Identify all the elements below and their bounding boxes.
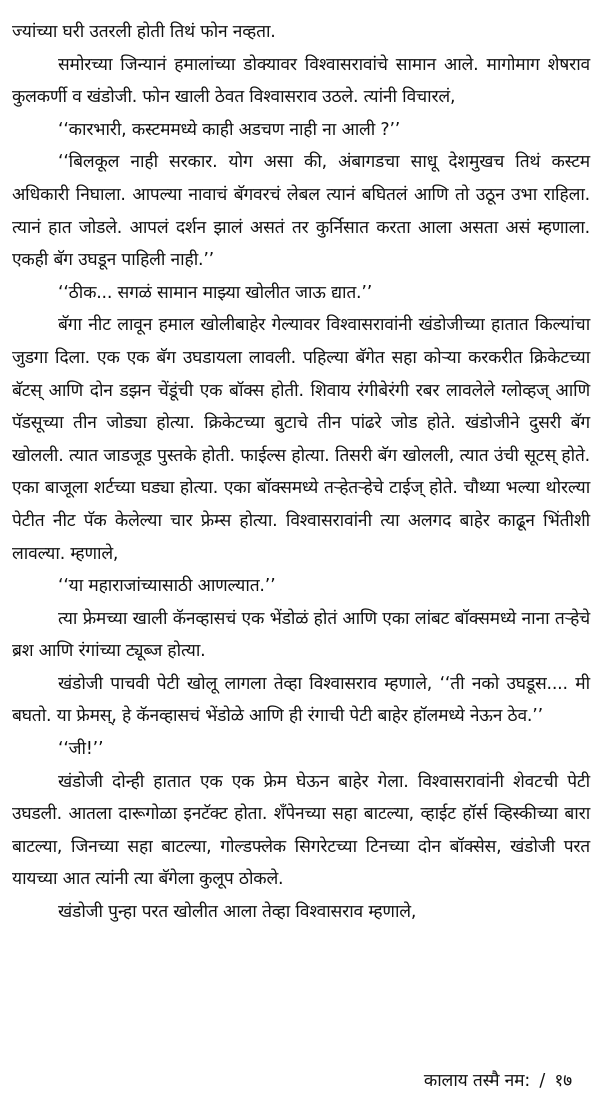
page-footer [424, 1068, 572, 1092]
paragraph-6: बॅगा नीट लावून हमाल खोलीबाहेर गेल्यावर विश्वासरावांनी खंडोजीच्या हातात किल्यांचा जुडगा दिला. एक एक बॅग उघडायला लावली. पहिल्या बॅगेत सहा कोऱ्या करकरीत क्रिकेटच्या बॅटस् आणि दोन डझन चेंडूंची एक बॉक्स होती. शिवाय रंगीबेरंगी रबर लावलेले ग्लोव्हज् आणि पॅडसूच्या तीन जोड्या होत्या. क्रिकेटच्या बुटाचे तीन पांढरे जोड होते. खंडोजीने दुसरी बॅग खोलली. त्यात जाडजूड पुस्तके होती. फाईल्स होत्या. तिसरी बॅग खोलली, त्यात उंची सूटस् होते. एका बाजूला शर्टच्या घड्या होत्या. एका बॉक्समध्ये तऱ्हेतऱ्हेचे टाईज् होते. चौथ्या भल्या थोरल्या पेटीत नीट पॅक केलेल्या चार फ्रेम्स होत्या. विश्वासरावांनी त्या अलगद बाहेर काढून भिंतीशी लावल्या. म्हणाले, [12, 315, 590, 564]
paragraph-5: ‘‘ठीक... सगळं सामान माझ्या खोलीत जाऊ द्यात.’’ [58, 282, 373, 303]
paragraph-3: ‘‘कारभारी, कस्टममध्ये काही अडचण नाही ना आली ?’’ [58, 119, 401, 140]
paragraph-10: ‘‘जी!’’ [58, 739, 104, 760]
footer-separator: / [539, 1071, 545, 1091]
page-number: १७ [554, 1071, 572, 1091]
paragraph-8: त्या फ्रेमच्या खाली कॅनव्हासचं एक भेंडोळं होतं आणि एका लांबट बॉक्समध्ये नाना तऱ्हेचे ब्रश आणि रंगांच्या ट्यूब्ज होत्या. [12, 608, 590, 662]
paragraph-1: ज्यांच्या घरी उतरली होती तिथं फोन नव्हता. [12, 22, 276, 42]
paragraph-4: ‘‘बिलकूल नाही सरकार. योग असा की, अंबागडचा साधू देशमुखच तिथं कस्टम अधिकारी निघाला. आपल्या नावाचं बॅगवरचं लेबल त्यानं बघितलं आणि तो उठून उभा राहिला. त्यानं हात जोडले. आपलं दर्शन झालं असतं तर कुर्निसात करता आला असता असं म्हणाला. एकही बॅग उघडून पाहिली नाही.’’ [12, 152, 590, 271]
paragraph-7: ‘‘या महाराजांच्यासाठी आणल्यात.’’ [58, 576, 276, 597]
footer-book-title: कालाय तस्मै नम: [423, 1071, 530, 1091]
paragraph-9: खंडोजी पाचवी पेटी खोलू लागला तेव्हा विश्वासराव म्हणाले, ‘‘ती नको उघडूस.... मी बघतो. या फ्रेमस्, हे कॅनव्हासचं भेंडोळे आणि ही रंगाची पेटी बाहेर हॉलमध्ये नेऊन ठेव.’’ [12, 673, 590, 727]
paragraph-2: समोरच्या जिन्यानं हमालांच्या डोक्यावर विश्वासरावांचे सामान आले. मागोमाग शेषराव कुलकर्णी व खंडोजी. फोन खाली ठेवत विश्वासराव उठले. त्यांनी विचारलं, [12, 54, 590, 108]
body-text [12, 16, 590, 929]
paragraph-11: खंडोजी दोन्ही हातात एक एक फ्रेम घेऊन बाहेर गेला. विश्वासरावांनी शेवटची पेटी उघडली. आतला दारूगोळा इनटॅक्ट होता. शँपेनच्या सहा बाटल्या, व्हाईट हॉर्स व्हिस्कीच्या बारा बाटल्या, जिनच्या सहा बाटल्या, गोल्डफ्लेक सिगरेटच्या टिनच्या दोन बॉक्सेस, खंडोजी परत यायच्या आत त्यांनी त्या बॅगेला कुलूप ठोकले. [12, 771, 590, 890]
paragraph-12: खंडोजी पुन्हा परत खोलीत आला तेव्हा विश्वासराव म्हणाले, [58, 902, 417, 923]
